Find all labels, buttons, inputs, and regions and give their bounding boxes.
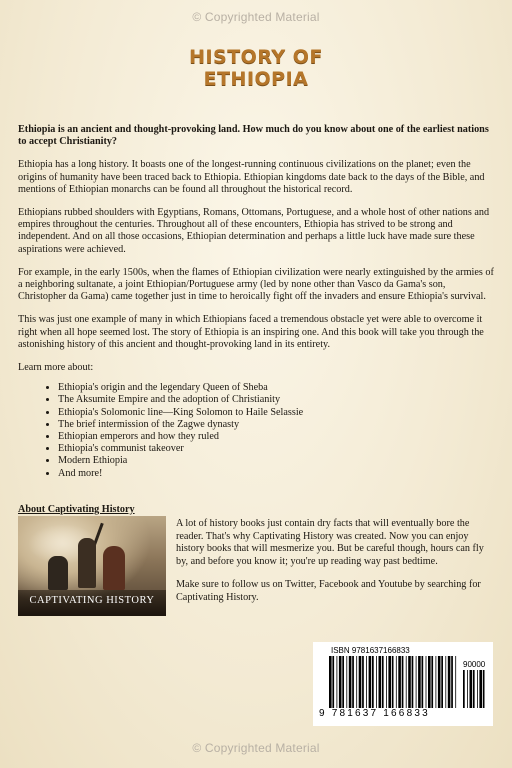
copyright-watermark-top: © Copyrighted Material [192,10,320,24]
about-paragraph-2: Make sure to follow us on Twitter, Facebook and Youtube by searching for Captivating History. [176,579,481,603]
about-paragraph-1: A lot of history books just contain dry facts that will eventually bore the reader. That's why Captivating History was created. Now you can enjoy history books that will mesmerize you. But be careful though, hours can fly by, and before you know it; you're up reading way past bedtime. [176,518,484,567]
list-item: • Modern Ethiopia [58,455,494,467]
title-line-2: ETHIOPIA [203,68,309,90]
topics-list [18,382,494,480]
paragraph-4: This was just one example of many in which Ethiopians faced a tremendous obstacle yet were able to overcome it right when all hope seemed lost. The story of Ethiopia is an inspiring one. And this book will take you through the astonishing history of this ancient and thought-provoking land in its entirety. [18,314,484,350]
price-barcode-bars [463,670,487,708]
list-item: • The Aksumite Empire and the adoption of Christianity [58,394,494,406]
paragraph-3: For example, in the early 1500s, when the flames of Ethiopian civilization were nearly extinguished by the armies of a neighboring sultanate, a joint Ethiopian/Portuguese army (led by none other than Vasco da Gama's son, Christopher da Gama) came together just in time to heroically fight off the invaders and ensure Ethiopia's survival. [18,266,494,303]
learn-more-label: Learn more about: [18,362,94,374]
barcode-number: 9 781637 166833 [319,708,430,719]
logo-figure-shape [78,538,96,588]
publisher-logo-image [18,516,166,616]
book-title [0,46,512,90]
intro-paragraph: Ethiopia is an ancient and thought-provoking land. How much do you know about one of the earliest nations to accept Christianity? [18,124,489,148]
logo-figure-shape [103,546,125,590]
logo-figure-shape [48,556,68,590]
paragraph-1: Ethiopia has a long history. It boasts one of the longest-running continuous civilizations on the planet; even the origins of humanity have been traced back to Ethiopia. Ethiopian kingdoms date back to the days of the Bible, and mentions of Ethiopian monarchs can be found all throughout the historical record. [18,159,485,195]
barcode-bars [329,656,459,708]
about-text [176,518,496,616]
list-item: • Ethiopia's communist takeover [58,443,494,455]
list-item: • Ethiopia's origin and the legendary Queen of Sheba [58,382,494,394]
list-item: • The brief intermission of the Zagwe dynasty [58,419,494,431]
logo-text: CAPTIVATING HISTORY [29,595,155,606]
isbn-label: ISBN 9781637166833 [331,646,410,655]
about-heading: About Captivating History [18,504,135,515]
title-line-1: HISTORY OF [189,46,323,68]
blurb [18,124,494,480]
barcode-box [313,642,493,726]
list-item: • And more! [58,468,494,480]
list-item: • Ethiopia's Solomonic line—King Solomon to Haile Selassie [58,407,494,419]
price-code: 90000 [463,660,486,669]
paragraph-2: Ethiopians rubbed shoulders with Egyptians, Romans, Ottomans, Portuguese, and a whole host of other nations and empires throughout the centuries. Throughout all of these encounters, Ethiopia has strived to be strong and independent. And on all those occasions, Ethiopian determination and perhaps a little luck have made sure these aspirations were achieved. [18,207,490,255]
list-item: • Ethiopian emperors and how they ruled [58,431,494,443]
copyright-watermark-bottom: © Copyrighted Material [192,741,320,755]
